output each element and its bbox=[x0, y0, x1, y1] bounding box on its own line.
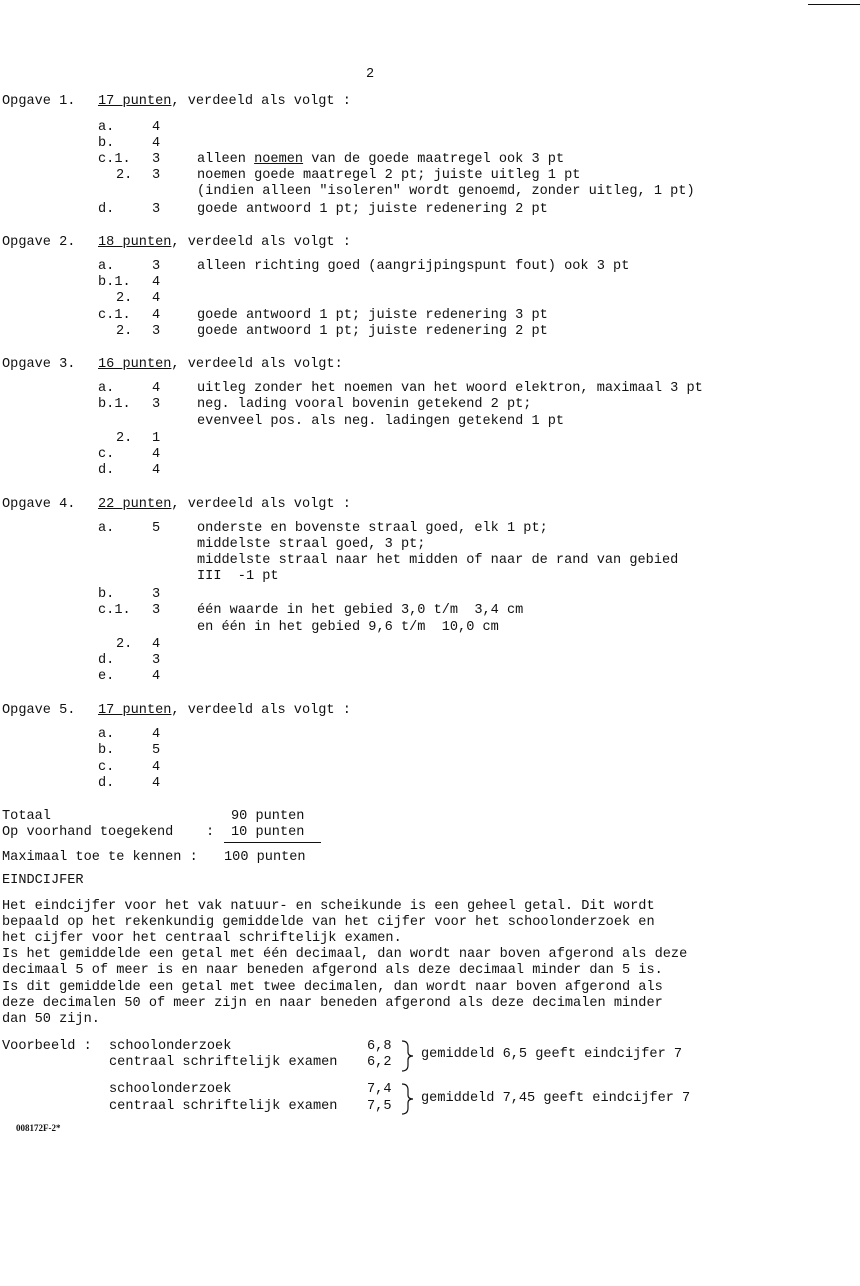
section-2-item-label: 2. bbox=[116, 291, 133, 306]
section-1-item-score: 3 bbox=[152, 202, 161, 217]
eindcijfer-paragraph-line: Is het gemiddelde een getal met één decimaal, dan wordt naar boven afgerond als deze bbox=[2, 947, 688, 962]
example-1-result: gemiddeld 6,5 geeft eindcijfer 7 bbox=[421, 1047, 683, 1062]
section-3-item-score: 1 bbox=[152, 431, 161, 446]
section-4-item-note: één waarde in het gebied 3,0 t/m 3,4 cm bbox=[197, 603, 524, 618]
section-4-item-label: 2. bbox=[116, 637, 133, 652]
section-3-item-label: d. bbox=[98, 463, 115, 478]
section-4-item-label: c.1. bbox=[98, 603, 131, 618]
section-3-distribution: , verdeeld als volgt: bbox=[171, 357, 343, 372]
section-4-heading: Opgave 4. bbox=[2, 497, 76, 512]
section-1-points-value: 17 punten bbox=[98, 94, 172, 109]
granted-label: Op voorhand toegekend bbox=[2, 825, 174, 840]
section-2-item-score: 4 bbox=[152, 308, 161, 323]
eindcijfer-heading: EINDCIJFER bbox=[2, 873, 84, 888]
section-2-points-value: 18 punten bbox=[98, 235, 172, 250]
section-3-item-label: 2. bbox=[116, 431, 133, 446]
section-5-item-label: a. bbox=[98, 727, 115, 742]
section-5-item-label: d. bbox=[98, 776, 115, 791]
section-5-item-score: 4 bbox=[152, 776, 161, 791]
section-4-item-score: 3 bbox=[152, 587, 161, 602]
section-2-item-note: alleen richting goed (aangrijpingspunt fout) ook 3 pt bbox=[197, 259, 630, 274]
example-1-row-1-value: 6,8 bbox=[367, 1039, 392, 1054]
section-2-item-score: 3 bbox=[152, 324, 161, 339]
total-label: Totaal bbox=[2, 809, 51, 824]
section-3-item-note: evenveel pos. als neg. ladingen getekend 1 pt bbox=[197, 414, 565, 429]
section-1-item-label: 2. bbox=[116, 168, 133, 183]
section-1-item-score: 3 bbox=[152, 168, 161, 183]
section-4-points-value: 22 punten bbox=[98, 497, 172, 512]
total-value: 90 punten bbox=[231, 809, 305, 824]
section-1-item-label: d. bbox=[98, 202, 115, 217]
section-5-item-score: 4 bbox=[152, 760, 161, 775]
example-1-row-1-label: schoolonderzoek bbox=[109, 1039, 232, 1054]
total-underline bbox=[224, 842, 321, 843]
page-number: 2 bbox=[366, 67, 375, 82]
max-label: Maximaal toe te kennen : bbox=[2, 850, 198, 865]
section-1-item-note: goede antwoord 1 pt; juiste redenering 2 pt bbox=[197, 202, 548, 217]
section-1-item-label: b. bbox=[98, 136, 115, 151]
section-5-points-value: 17 punten bbox=[98, 703, 172, 718]
note-underlined-text: noemen bbox=[254, 152, 304, 167]
section-1-heading: Opgave 1. bbox=[2, 94, 76, 109]
section-2-distribution: , verdeeld als volgt : bbox=[171, 235, 351, 250]
section-4-item-score: 3 bbox=[152, 653, 161, 668]
section-2-item-label: a. bbox=[98, 259, 115, 274]
section-5-item-label: b. bbox=[98, 743, 115, 758]
section-3-item-label: b.1. bbox=[98, 397, 131, 412]
example-1-row-2-value: 6,2 bbox=[367, 1055, 392, 1070]
section-4-item-note: onderste en bovenste straal goed, elk 1 pt; bbox=[197, 521, 548, 536]
eindcijfer-paragraph-line: deze decimalen 50 of meer zijn en naar beneden afgerond als deze decimalen minder bbox=[2, 996, 663, 1011]
section-4-item-note: middelste straal goed, 3 pt; bbox=[197, 537, 426, 552]
section-2-item-label: 2. bbox=[116, 324, 133, 339]
example-label: Voorbeeld : bbox=[2, 1039, 92, 1054]
section-1-item-score: 3 bbox=[152, 152, 161, 167]
section-4-item-note: en één in het gebied 9,6 t/m 10,0 cm bbox=[197, 620, 499, 635]
section-2-item-score: 4 bbox=[152, 291, 161, 306]
section-4-item-label: a. bbox=[98, 521, 115, 536]
section-5-heading: Opgave 5. bbox=[2, 703, 76, 718]
section-5-distribution: , verdeeld als volgt : bbox=[171, 703, 351, 718]
section-4-item-score: 4 bbox=[152, 637, 161, 652]
section-5-item-score: 4 bbox=[152, 727, 161, 742]
section-3-item-score: 4 bbox=[152, 463, 161, 478]
section-3-item-score: 4 bbox=[152, 447, 161, 462]
section-3-item-score: 3 bbox=[152, 397, 161, 412]
section-4-distribution: , verdeeld als volgt : bbox=[171, 497, 351, 512]
note-text: van de goede maatregel ook 3 pt bbox=[303, 152, 565, 167]
example-1-row-2-label: centraal schriftelijk examen bbox=[109, 1055, 338, 1070]
section-4-item-label: d. bbox=[98, 653, 115, 668]
note-text: alleen bbox=[197, 152, 255, 167]
section-3-item-label: c. bbox=[98, 447, 115, 462]
section-2-points bbox=[98, 235, 351, 251]
section-1-item-score: 4 bbox=[152, 120, 161, 135]
example-2-row-2-value: 7,5 bbox=[367, 1099, 392, 1114]
section-1-points bbox=[98, 94, 351, 110]
section-2-item-note: goede antwoord 1 pt; juiste redenering 3 pt bbox=[197, 308, 548, 323]
section-2-heading: Opgave 2. bbox=[2, 235, 76, 250]
example-2-result: gemiddeld 7,45 geeft eindcijfer 7 bbox=[421, 1091, 691, 1106]
eindcijfer-paragraph-line: dan 50 zijn. bbox=[2, 1012, 100, 1027]
section-1-item-score: 4 bbox=[152, 136, 161, 151]
section-3-item-note: neg. lading vooral bovenin getekend 2 pt; bbox=[197, 397, 532, 412]
section-1-item-note bbox=[197, 152, 564, 168]
granted-value: 10 punten bbox=[231, 825, 305, 840]
right-brace-icon bbox=[400, 1082, 416, 1116]
section-1-distribution: , verdeeld als volgt : bbox=[171, 94, 351, 109]
eindcijfer-paragraph-line: bepaald op het rekenkundig gemiddelde van het cijfer voor het schoolonderzoek en bbox=[2, 915, 655, 930]
right-brace-icon bbox=[400, 1039, 416, 1073]
section-2-item-label: b.1. bbox=[98, 275, 131, 290]
corner-mark bbox=[808, 4, 860, 5]
section-1-item-note: noemen goede maatregel 2 pt; juiste uitleg 1 pt bbox=[197, 168, 581, 183]
section-4-item-score: 3 bbox=[152, 603, 161, 618]
eindcijfer-paragraph-line: het cijfer voor het centraal schriftelijk examen. bbox=[2, 931, 402, 946]
section-3-heading: Opgave 3. bbox=[2, 357, 76, 372]
section-4-item-label: b. bbox=[98, 587, 115, 602]
footer-code: 008172F-2* bbox=[16, 1123, 61, 1133]
section-2-item-score: 4 bbox=[152, 275, 161, 290]
section-4-points bbox=[98, 497, 351, 513]
section-5-points bbox=[98, 703, 351, 719]
example-2-row-1-value: 7,4 bbox=[367, 1082, 392, 1097]
section-1-item-note: (indien alleen "isoleren" wordt genoemd, zonder uitleg, 1 pt) bbox=[197, 184, 695, 199]
section-5-item-score: 5 bbox=[152, 743, 161, 758]
section-3-item-score: 4 bbox=[152, 381, 161, 396]
section-3-points-value: 16 punten bbox=[98, 357, 172, 372]
section-3-points bbox=[98, 357, 343, 373]
eindcijfer-paragraph-line: decimaal 5 of meer is en naar beneden afgerond als deze decimaal minder dan 5 is. bbox=[2, 963, 663, 978]
section-5-item-label: c. bbox=[98, 760, 115, 775]
section-3-item-note: uitleg zonder het noemen van het woord elektron, maximaal 3 pt bbox=[197, 381, 703, 396]
section-1-item-label: c.1. bbox=[98, 152, 131, 167]
example-2-row-2-label: centraal schriftelijk examen bbox=[109, 1099, 338, 1114]
section-4-item-score: 4 bbox=[152, 669, 161, 684]
section-4-item-label: e. bbox=[98, 669, 115, 684]
section-4-item-score: 5 bbox=[152, 521, 161, 536]
max-value: 100 punten bbox=[224, 850, 306, 865]
section-4-item-note: III -1 pt bbox=[197, 569, 279, 584]
section-2-item-label: c.1. bbox=[98, 308, 131, 323]
eindcijfer-paragraph-line: Het eindcijfer voor het vak natuur- en scheikunde is een geheel getal. Dit wordt bbox=[2, 899, 655, 914]
example-2-row-1-label: schoolonderzoek bbox=[109, 1082, 232, 1097]
section-4-item-note: middelste straal naar het midden of naar de rand van gebied bbox=[197, 553, 679, 568]
section-2-item-score: 3 bbox=[152, 259, 161, 274]
section-3-item-label: a. bbox=[98, 381, 115, 396]
section-2-item-note: goede antwoord 1 pt; juiste redenering 2 pt bbox=[197, 324, 548, 339]
eindcijfer-paragraph-line: Is dit gemiddelde een getal met twee decimalen, dan wordt naar boven afgerond als bbox=[2, 980, 663, 995]
section-1-item-label: a. bbox=[98, 120, 115, 135]
granted-colon: : bbox=[206, 825, 215, 840]
